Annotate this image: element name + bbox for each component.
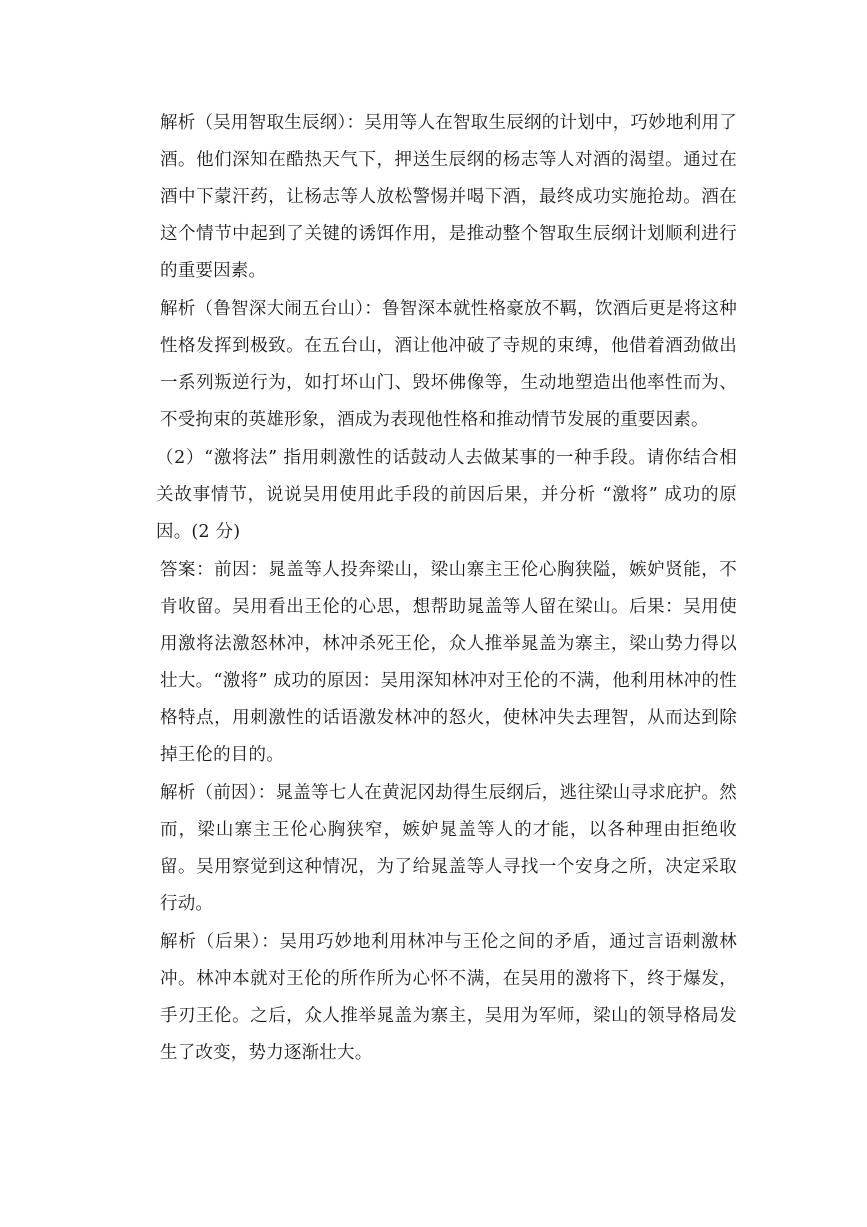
- analysis-paragraph-cause: 解析（前因）：晁盖等七人在黄泥冈劫得生辰纲后，逃往梁山寻求庇护。然而，梁山寨主王伦心胸狭窄，嫉妒晁盖等人的才能，以各种理由拒绝收留。吴用察觉到这种情况，为了给晁盖等人寻找一个安身之所，决定采取行动。: [160, 783, 737, 914]
- analysis-paragraph-effect: 解析（后果）：吴用巧妙地利用林冲与王伦之间的矛盾，通过言语刺激林冲。林冲本就对王伦的所作所为心怀不满，在吴用的激将下，终于爆发，手刃王伦。之后，众人推举晁盖为寨主，吴用为军师，梁山的领导格局发生了改变，势力逐渐壮大。: [160, 932, 737, 1063]
- analysis-paragraph-lu-zhishen: 解析（鲁智深大闹五台山）：鲁智深本就性格豪放不羁，饮酒后更是将这种性格发挥到极致。在五台山，酒让他冲破了寺规的束缚，他借着酒劲做出一系列叛逆行为，如打坏山门、毁坏佛像等，生动地塑造出他率性而为、不受拘束的英雄形象，酒成为表现他性格和推动情节发展的重要因素。: [160, 299, 737, 430]
- analysis-paragraph-birthday-gifts: 解析（吴用智取生辰纲）：吴用等人在智取生辰纲的计划中，巧妙地利用了酒。他们深知在酷热天气下，押送生辰纲的杨志等人对酒的渴望。通过在酒中下蒙汗药，让杨志等人放松警惕并喝下酒，最终成功实施抢劫。酒在这个情节中起到了关键的诱饵作用，是推动整个智取生辰纲计划顺利进行的重要因素。: [160, 113, 737, 281]
- question-paragraph: （2）“激将法” 指用刺激性的话鼓动人去做某事的一种手段。请你结合相关故事情节，说说吴用使用此手段的前因后果，并分析 “激将” 成功的原因。(2 分): [156, 448, 737, 542]
- answer-paragraph: 答案：前因：晁盖等人投奔梁山，梁山寨主王伦心胸狭隘，嫉妒贤能，不肯收留。吴用看出王伦的心思，想帮助晁盖等人留在梁山。后果：吴用使用激将法激怒林冲，林冲杀死王伦，众人推举晁盖为寨主，梁山势力得以壮大。“激将” 成功的原因：吴用深知林冲对王伦的不满，他利用林冲的性格特点，用刺激性的话语激发林冲的怒火，使林冲失去理智，从而达到除掉王伦的目的。: [160, 560, 737, 765]
- document-body: [156, 105, 737, 1072]
